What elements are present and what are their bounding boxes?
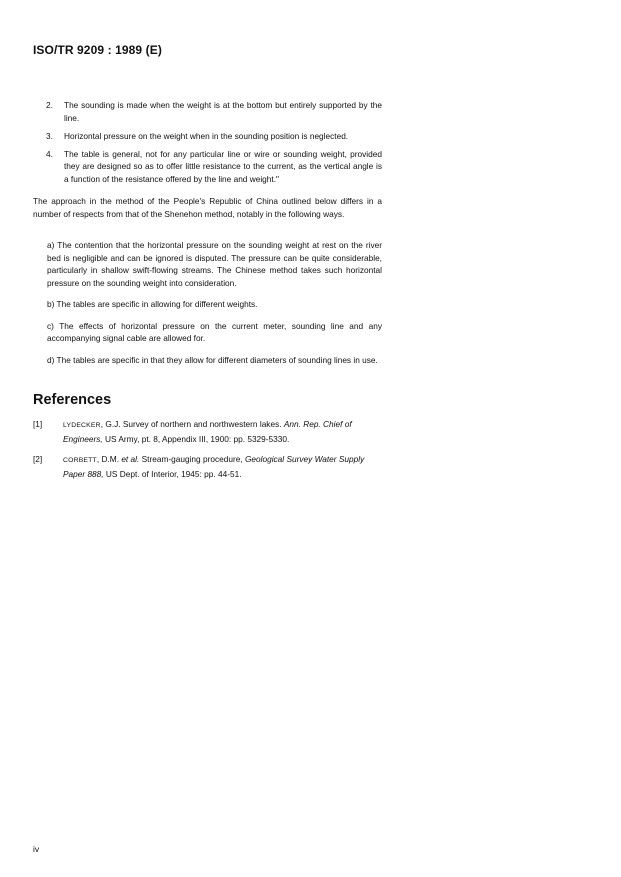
reference-text	[63, 453, 382, 480]
intro-paragraph: The approach in the method of the People's Republic of China outlined below differs in a number of respects from that of the Shenehon method, notably in the following ways.	[33, 196, 382, 219]
reference-author: LYDECKER	[63, 422, 101, 429]
references-heading: References	[33, 392, 112, 408]
reference-item	[33, 453, 382, 480]
references-list	[33, 418, 382, 488]
reference-text	[63, 418, 382, 445]
numbered-item	[46, 148, 382, 186]
lettered-item: d) The tables are specific in that they allow for different diameters of sounding lines in use.	[47, 354, 378, 365]
lettered-list	[47, 239, 382, 375]
reference-item	[33, 418, 382, 445]
lettered-item: b) The tables are specific in allowing for different weights.	[47, 299, 258, 309]
reference-journal: Ann. Rep. Chief of Engineers,	[63, 419, 352, 444]
reference-rest: US Army, pt. 8, Appendix III, 1900: pp. 5329-5330.	[102, 433, 290, 444]
item-text: The sounding is made when the weight is at the bottom but entirely supported by the line.	[64, 100, 382, 123]
numbered-list	[46, 99, 382, 191]
lettered-item: c) The effects of horizontal pressure on the current meter, sounding line and any accompanying signal cable are allowed for.	[47, 320, 382, 343]
item-number: 4.	[46, 148, 53, 159]
item-text: The table is general, not for any particular line or wire or sounding weight, provided they are designed so as to offer little resistance to the current, as the vertical angle is a function of the resistance offered by the line and weight."	[64, 148, 382, 184]
numbered-item	[46, 99, 382, 124]
reference-etal: et al.	[121, 454, 140, 464]
lettered-item: a) The contention that the horizontal pressure on the sounding weight at rest on the river bed is negligible and can be ignored is disputed. The pressure can be quite considerable, particularly in shallow swift-flowing streams. The Chinese method takes such horizontal pressure on the sounding weight into consideration.	[47, 240, 382, 288]
reference-number: [1]	[33, 419, 43, 429]
reference-rest: US Dept. of Interior, 1945: pp. 44-51.	[103, 468, 242, 479]
numbered-item	[46, 130, 382, 143]
page-number: iv	[33, 844, 40, 854]
reference-initials: , G.J. Survey of northern and northwestern lakes.	[100, 419, 284, 429]
item-text: Horizontal pressure on the weight when in the sounding position is neglected.	[64, 130, 349, 141]
document-header: ISO/TR 9209 : 1989 (E)	[33, 43, 162, 57]
reference-initials: , D.M.	[96, 454, 122, 464]
reference-number: [2]	[33, 454, 43, 464]
reference-author: CORBETT	[63, 457, 97, 464]
item-number: 3.	[46, 130, 53, 141]
reference-title: Stream-gauging procedure,	[139, 454, 245, 464]
item-number: 2.	[46, 100, 53, 110]
reference-journal: Geological Survey Water Supply Paper 888,	[63, 454, 365, 479]
